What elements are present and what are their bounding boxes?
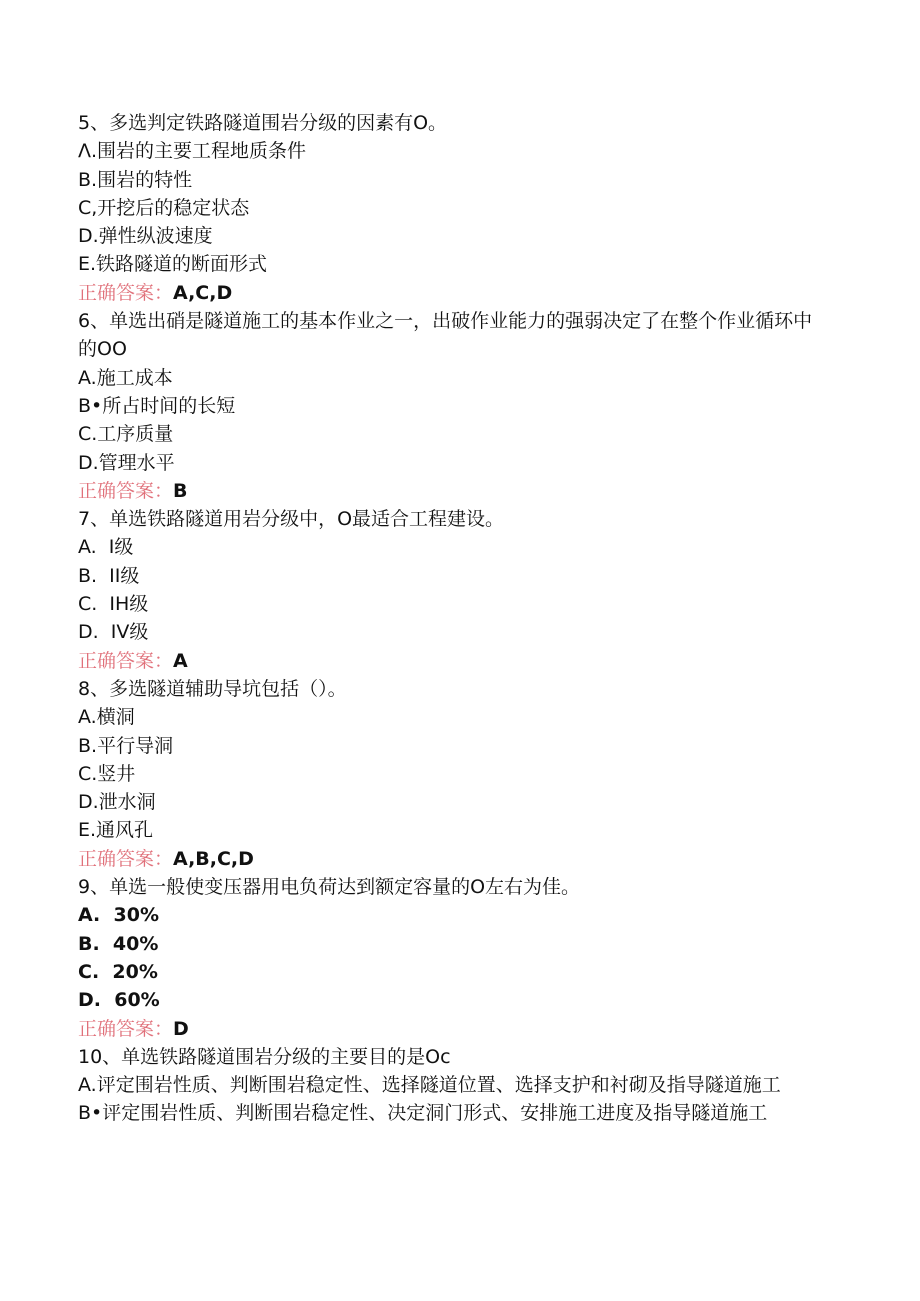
option-e: E.通风孔 (78, 819, 154, 842)
option-d: D. IV级 (78, 621, 149, 644)
option-a: A.横洞 (78, 706, 135, 729)
answer-value: A (173, 649, 188, 672)
answer-value: A,B,C,D (173, 847, 254, 870)
answer-value: B (173, 479, 188, 502)
answer-label: 正确答案： (78, 1017, 174, 1040)
answer-label: 正确答案： (78, 649, 174, 672)
question-8 (78, 675, 838, 873)
option-e: E.铁路隧道的断面形式 (78, 253, 268, 276)
option-c: C.工序质量 (78, 423, 174, 446)
option-c: C. 20% (78, 960, 158, 983)
question-stem: 10、单选铁路隧道围岩分级的主要目的是Oc (78, 1045, 451, 1068)
option-a: Λ.围岩的主要工程地质条件 (78, 140, 307, 163)
option-a: A.施工成本 (78, 366, 173, 389)
answer-value: D (173, 1017, 189, 1040)
option-b: B.平行导洞 (78, 734, 174, 757)
question-stem: 6、单选出硝是隧道施工的基本作业之一，出破作业能力的强弱决定了在整个作业循环中的OO (78, 310, 813, 361)
option-a: A.评定围岩性质、判断围岩稳定性、选择隧道位置、选择支护和衬砌及指导隧道施工 (78, 1074, 781, 1097)
option-b: B•所占时间的长短 (78, 394, 236, 417)
option-c: C.竖井 (78, 762, 136, 785)
answer-label: 正确答案： (78, 847, 174, 870)
option-a: A. I级 (78, 536, 134, 559)
question-9 (78, 873, 838, 1043)
option-c: C. IH级 (78, 593, 149, 616)
question-5 (78, 109, 838, 307)
question-stem: 5、多选判定铁路隧道围岩分级的因素有O。 (78, 112, 448, 134)
question-stem: 8、多选隧道辅助导坑包括（）。 (78, 677, 347, 700)
question-6 (78, 307, 838, 505)
option-d: D.管理水平 (78, 451, 175, 474)
answer-label: 正确答案： (78, 281, 174, 304)
document-page (78, 109, 838, 1128)
option-d: D. 60% (78, 989, 160, 1012)
answer-line (78, 1015, 838, 1043)
question-7 (78, 505, 838, 675)
option-b: B.围岩的特性 (78, 168, 193, 191)
answer-line (78, 647, 838, 675)
answer-label: 正确答案： (78, 479, 174, 502)
option-b: B. II级 (78, 564, 140, 587)
answer-line (78, 477, 838, 505)
option-d: D.泄水洞 (78, 791, 156, 814)
option-d: D.弹性纵波速度 (78, 225, 213, 248)
option-b: B. 40% (78, 932, 159, 955)
question-stem: 9、单选一般使变压器用电负荷达到额定容量的O左右为佳。 (78, 876, 581, 899)
option-c: C,开挖后的稳定状态 (78, 196, 250, 219)
answer-value: A,C,D (173, 281, 233, 304)
question-10 (78, 1043, 838, 1128)
answer-line (78, 845, 838, 873)
answer-line (78, 279, 838, 307)
question-stem: 7、单选铁路隧道用岩分级中，O最适合工程建设。 (78, 508, 505, 531)
option-a: A. 30% (78, 904, 159, 927)
option-b: B•评定围岩性质、判断围岩稳定性、决定洞门形式、安排施工进度及指导隧道施工 (78, 1102, 768, 1125)
